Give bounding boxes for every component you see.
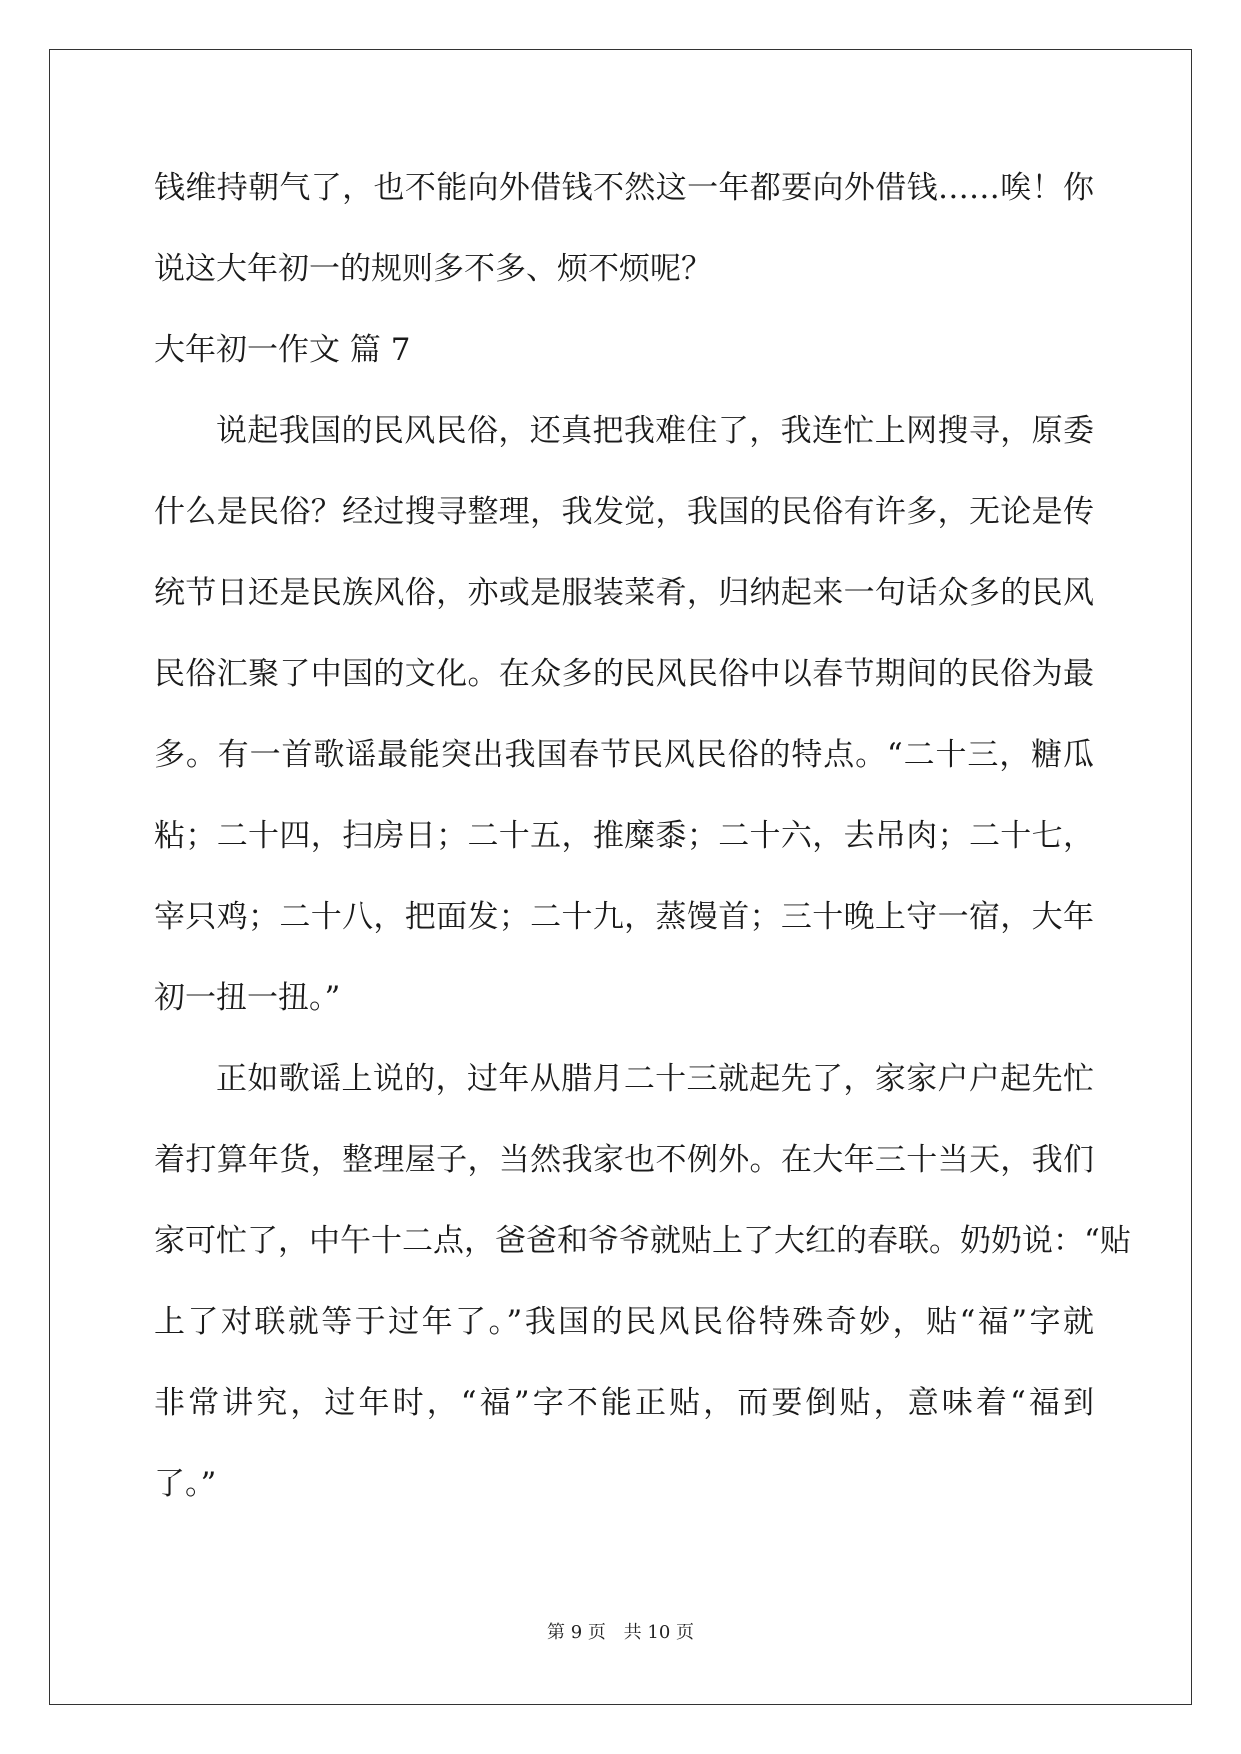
- text-line: 初一扭一扭。”: [154, 980, 341, 1016]
- paragraph-start-line: 说起我国的民风民俗，还真把我难住了，我连忙上网搜寻，原委: [216, 413, 1094, 449]
- page-number-current: 第 9 页: [547, 1622, 606, 1643]
- document-body: [154, 158, 1131, 1535]
- text-line: 多。有一首歌谣最能突出我国春节民风民俗的特点。“二十三，糖瓜: [154, 737, 1094, 773]
- page-footer: [0, 1618, 1241, 1644]
- paragraph-start-line: 正如歌谣上说的，过年从腊月二十三就起先了，家家户户起先忙: [216, 1061, 1094, 1097]
- text-line: 非常讲究，过年时，“福”字不能正贴，而要倒贴，意味着“福到: [154, 1385, 1094, 1421]
- text-line: 上了对联就等于过年了。”我国的民风民俗特殊奇妙，贴“福”字就: [154, 1304, 1094, 1340]
- text-line: 粘；二十四，扫房日；二十五，推糜黍；二十六，去吊肉；二十七，: [154, 818, 1094, 854]
- text-line: 宰只鸡；二十八，把面发；二十九，蒸馒首；三十晚上守一宿，大年: [154, 899, 1094, 935]
- section-heading: 大年初一作文 篇 7: [154, 332, 411, 368]
- text-line: 家可忙了，中午十二点，爸爸和爷爷就贴上了大红的春联。奶奶说：“贴: [154, 1223, 1131, 1259]
- text-line: 说这大年初一的规则多不多、烦不烦呢？: [154, 251, 712, 287]
- text-line: 统节日还是民族风俗，亦或是服装菜肴，归纳起来一句话众多的民风: [154, 575, 1094, 611]
- text-line: 民俗汇聚了中国的文化。在众多的民风民俗中以春节期间的民俗为最: [154, 656, 1094, 692]
- page-number-total: 共 10 页: [623, 1622, 694, 1643]
- text-line: 着打算年货，整理屋子，当然我家也不例外。在大年三十当天，我们: [154, 1142, 1094, 1178]
- text-line: 了。”: [154, 1466, 217, 1502]
- text-line: 钱维持朝气了，也不能向外借钱不然这一年都要向外借钱……唉！你: [154, 170, 1094, 206]
- text-line: 什么是民俗？经过搜寻整理，我发觉，我国的民俗有许多，无论是传: [154, 494, 1094, 530]
